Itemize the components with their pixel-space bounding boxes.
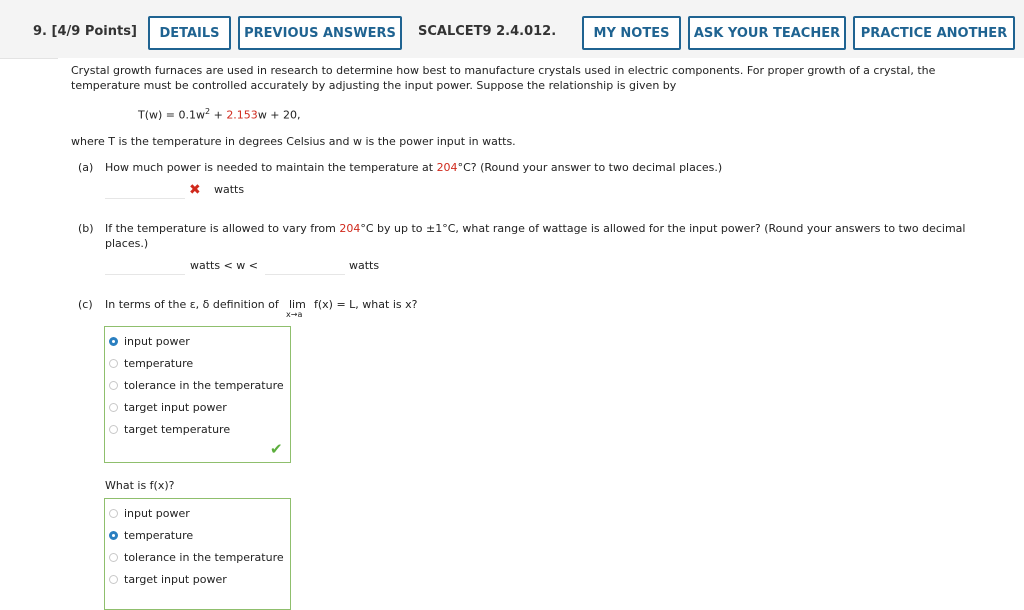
radio-button[interactable] <box>109 575 118 584</box>
part-b-question: If the temperature is allowed to vary from 204°C by up to ±1°C, what range of wattage is allowed for the input power? (Round your answers to two decimal <box>105 222 966 235</box>
incorrect-x-icon: ✖ <box>189 182 201 198</box>
part-b-lower-field[interactable] <box>105 256 185 275</box>
previous-answers-button[interactable]: PREVIOUS ANSWERS <box>238 16 402 50</box>
question-body <box>58 58 1024 596</box>
formula-coefficient: 2.153 <box>226 108 258 122</box>
x-options-box: input power temperature tolerance in the temperature target input power target temperature ✔ <box>104 326 291 463</box>
my-notes-button[interactable]: MY NOTES <box>582 16 681 50</box>
points-label: [4/9 Points] <box>51 24 137 39</box>
question-number: 9. [4/9 Points] <box>33 24 137 39</box>
part-b-label: (b) <box>78 222 94 235</box>
problem-code: SCALCET9 2.4.012. <box>418 24 557 39</box>
details-button[interactable]: DETAILS <box>148 16 231 50</box>
radio-button[interactable] <box>109 381 118 390</box>
limit-symbol: lim <box>289 298 306 311</box>
part-a-question: How much power is needed to maintain the temperature at 204°C? (Round your answer to two decimal places.) <box>105 161 723 174</box>
f-options-box: input power temperature tolerance in the temperature target input power <box>104 498 291 610</box>
ask-teacher-button[interactable]: ASK YOUR TEACHER <box>688 16 846 50</box>
radio-button[interactable] <box>109 425 118 434</box>
formula: $T(w) = 0.1w^2 + 2.153w + 20$, <box>138 107 301 122</box>
part-a-label: (a) <box>78 161 94 174</box>
part-a-unit: watts <box>214 183 245 196</box>
question-header <box>0 0 1024 59</box>
part-c-question-2: What is f(x)? <box>105 479 175 492</box>
radio-button[interactable] <box>109 509 118 518</box>
radio-button[interactable] <box>109 403 118 412</box>
where-text: where T is the temperature in degrees Celsius and w is the power input in watts. <box>71 135 516 148</box>
practice-another-button[interactable]: PRACTICE ANOTHER <box>853 16 1015 50</box>
part-c-question-pre: In terms of the ε, δ definition of <box>105 298 279 311</box>
part-b-unit: watts <box>349 259 380 272</box>
part-b-upper-field[interactable] <box>265 256 345 275</box>
radio-button[interactable] <box>109 531 118 540</box>
part-c-question-post: f(x) = L, what is x? <box>314 298 418 311</box>
correct-check-icon: ✔ <box>270 440 283 458</box>
part-a-answer-field[interactable] <box>105 180 185 199</box>
radio-button[interactable] <box>109 553 118 562</box>
radio-button[interactable] <box>109 337 118 346</box>
intro-line-2: temperature must be controlled accurately by adjusting the input power. Suppose the relationship is given by <box>71 79 677 92</box>
intro-line-1: Crystal growth furnaces are used in research to determine how best to manufacture crystals used in electric components. For proper growth of a crystal, the <box>71 64 936 77</box>
part-b-middle-text: watts < w < <box>190 259 259 272</box>
part-c-label: (c) <box>78 298 93 311</box>
radio-button[interactable] <box>109 359 118 368</box>
limit-subscript: x→a <box>286 310 303 319</box>
part-b-question-line2: places.) <box>105 237 149 250</box>
